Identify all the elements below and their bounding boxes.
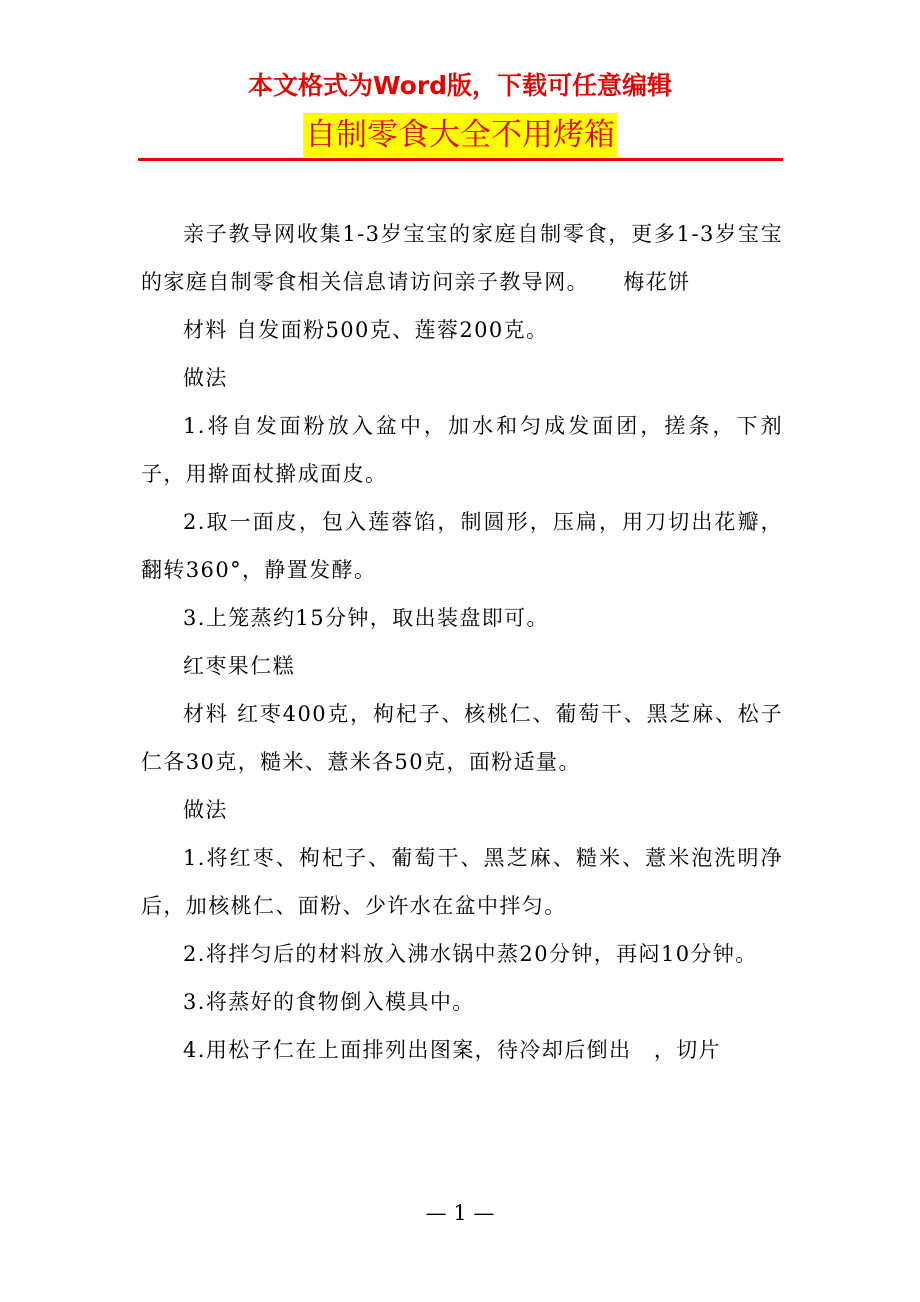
paragraph-recipe-title-2: 红枣果仁糕	[183, 654, 295, 678]
paragraph-method-heading-1: 做法	[183, 366, 228, 390]
paragraph-method-heading-2: 做法	[183, 798, 228, 822]
paragraph-step-1-2: 2.取一面皮，包入莲蓉馅，制圆形，压扁，用刀切出花瓣，翻转360°，静置发酵。	[141, 510, 783, 582]
paragraph-step-2-2: 2.将拌匀后的材料放入沸水锅中蒸20分钟，再闷10分钟。	[183, 942, 758, 966]
paragraph-intro: 亲子教导网收集1-3岁宝宝的家庭自制零食，更多1-3岁宝宝的家庭自制零食相关信息请访问亲子教导网。 梅花饼	[141, 222, 783, 294]
paragraph-step-2-3: 3.将蒸好的食物倒入模具中。	[183, 990, 475, 1014]
paragraph-step-2-4: 4.用松子仁在上面排列出图案，待冷却后倒出 ，切片	[183, 1038, 722, 1062]
document-title: 自制零食大全不用烤箱	[303, 113, 617, 157]
format-notice-banner: 本文格式为Word版，下载可任意编辑	[247, 71, 673, 100]
paragraph-ingredients-1: 材料 自发面粉500克、莲蓉200克。	[183, 318, 549, 342]
page-number: — 1 —	[425, 1201, 495, 1225]
title-container	[0, 113, 920, 157]
title-divider	[138, 158, 783, 161]
paragraph-step-1-1: 1.将自发面粉放入盆中，加水和匀成发面团，搓条，下剂子，用擀面杖擀成面皮。	[141, 414, 783, 486]
document-body	[141, 210, 783, 1074]
paragraph-step-1-3: 3.上笼蒸约15分钟，取出装盘即可。	[183, 606, 549, 630]
paragraph-ingredients-2: 材料 红枣400克，枸杞子、核桃仁、葡萄干、黑芝麻、松子仁各30克，糙米、薏米各50克，面粉适量。	[141, 702, 783, 774]
paragraph-step-2-1: 1.将红枣、枸杞子、葡萄干、黑芝麻、糙米、薏米泡洗明净后，加核桃仁、面粉、少许水在盆中拌匀。	[141, 846, 783, 918]
